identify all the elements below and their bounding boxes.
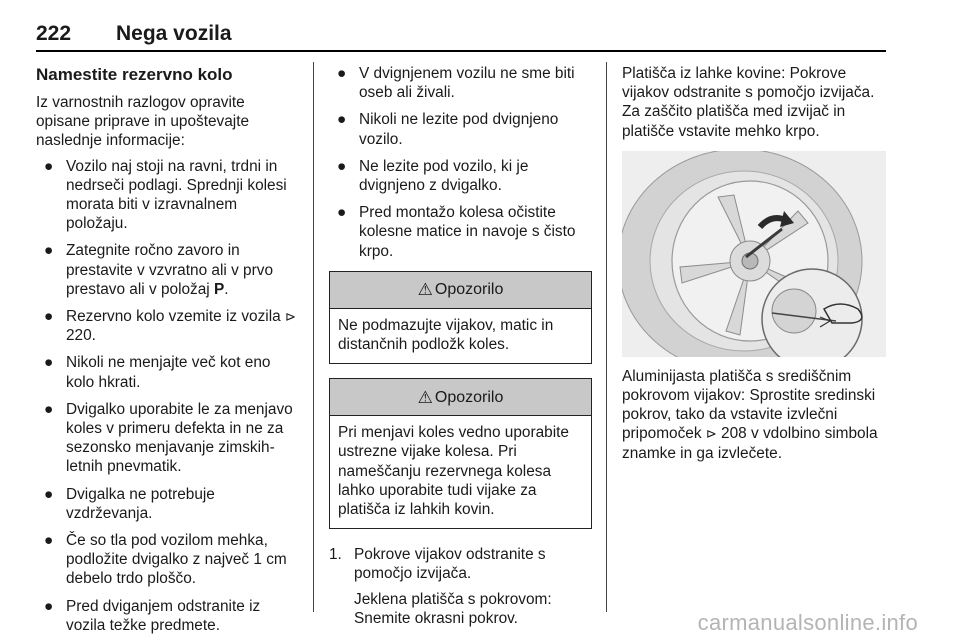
safety-list: [329, 64, 592, 261]
page-number: 222: [36, 22, 72, 45]
alloy-rim-paragraph: Platišča iz lahke kovine: Pokrove vijakov odstranite s pomočjo izvijača. Za zaščito platišča med izvijač in platišče vstavite mehko krpo.: [622, 65, 875, 140]
page-reference-icon: ⊳: [284, 309, 296, 325]
list-item: ● Če so tla pod vozilom mehka, podložite dvigalko z največ 1 cm debelo trdo ploščo.: [44, 532, 287, 588]
warning-header: [330, 379, 591, 416]
list-item: ● Rezervno kolo vzemite iz vozila ⊳ 220.: [44, 308, 296, 345]
bullet-icon: ●: [337, 111, 347, 129]
bullet-icon: ●: [44, 400, 54, 418]
warning-text: Pri menjavi koles vedno uporabite ustrezne vijake kolesa. Pri nameščanju rezervnega kolesa lahko uporabite tudi vijake za platišča iz lahkih kovin.: [338, 424, 569, 519]
page-reference-link[interactable]: 208 v vdolbino simbola znamke in ga izvlečete.: [622, 425, 878, 462]
list-item: ● Ne lezite pod vozilo, ki je dvignjeno z dvigalko.: [337, 157, 529, 195]
bullet-icon: ●: [44, 242, 54, 260]
bullet-icon: ●: [44, 485, 54, 503]
section-title: Namestite rezervno kolo: [36, 65, 233, 84]
column-divider-1: [313, 62, 314, 612]
list-item: ● Nikoli ne lezite pod dvignjeno vozilo.: [337, 111, 559, 148]
wheel-cover-removal-figure: [622, 151, 886, 357]
column-2: [329, 64, 592, 628]
intro-paragraph: Iz varnostnih razlogov opravite opisane priprave in upoštevajte naslednje informacije:: [36, 94, 250, 150]
list-item: ● V dvignjenem vozilu ne sme biti oseb ali živali.: [337, 65, 575, 102]
list-item: ● Pred dviganjem odstranite iz vozila težke predmete.: [44, 597, 261, 634]
bullet-icon: ●: [44, 308, 54, 326]
page-reference-link[interactable]: 220.: [66, 327, 96, 345]
bullet-icon: ●: [337, 157, 347, 175]
bullet-icon: ●: [337, 204, 347, 222]
list-item: ● Dvigalko uporabite le za menjavo koles v primeru defekta in ne za sezonsko menjavanje zimskih- letnih pnevmatik.: [44, 400, 293, 476]
warning-triangle-icon: ⚠: [417, 280, 433, 300]
watermark: carmanualsonline.info: [697, 610, 918, 635]
warning-title: Opozorilo: [434, 281, 504, 299]
warning-box-2: [329, 378, 592, 529]
list-item: ● Pred montažo kolesa očistite kolesne matice in navoje s čisto krpo.: [337, 204, 576, 260]
bullet-icon: ●: [337, 65, 347, 82]
bullet-icon: ●: [44, 157, 54, 175]
chapter-title: Nega vozila: [116, 22, 232, 45]
list-item: ● Vozilo naj stoji na ravni, trdni in nedrseči podlagi. Sprednji kolesi morata biti v izravnalnem položaju.: [44, 157, 287, 233]
bullet-icon: ●: [44, 532, 54, 550]
list-item: ● Nikoli ne menjajte več kot eno kolo hkrati.: [44, 354, 271, 391]
bullet-icon: ●: [44, 597, 54, 615]
column-1: [36, 64, 298, 643]
wheel-illustration: [622, 151, 886, 357]
list-item: ● Zategnite ročno zavoro in prestavite v vzvratno ali v prvo prestavo ali v položaj P.: [44, 242, 273, 298]
list-item: ● Dvigalka ne potrebuje vzdrževanja.: [44, 485, 215, 522]
warning-title: Opozorilo: [434, 388, 504, 406]
warning-box-1: [329, 271, 592, 364]
page-reference-icon: ⊳: [705, 426, 717, 442]
header-rule: [36, 50, 886, 52]
column-divider-2: [606, 62, 607, 612]
step-text: Pokrove vijakov odstranite s pomočjo izvijača.: [354, 546, 546, 583]
center-cap-paragraph: Aluminijasta platišča s središčnim pokrovom vijakov: Sprostite sredinski pokrov, tako da vstavite izvlečni pripomoček ⊳ 208 v vdolbino simbola znamke in ga izvlečete.: [622, 367, 878, 462]
gear-position-p: P: [214, 280, 225, 298]
warning-header: [330, 272, 591, 309]
bullet-icon: ●: [44, 354, 54, 372]
page-header: [36, 22, 886, 52]
precautions-list: [36, 157, 298, 635]
warning-text: Ne podmazujte vijakov, matic in distančnih podložk koles.: [338, 316, 554, 354]
step-subtext: Jeklena platišča s pokrovom: Snemite okrasni pokrov.: [354, 590, 552, 627]
step-number: 1.: [329, 546, 342, 564]
column-3: [622, 64, 886, 463]
steps-list: [329, 545, 592, 628]
step-item: [329, 545, 592, 628]
warning-triangle-icon: ⚠: [417, 387, 433, 407]
